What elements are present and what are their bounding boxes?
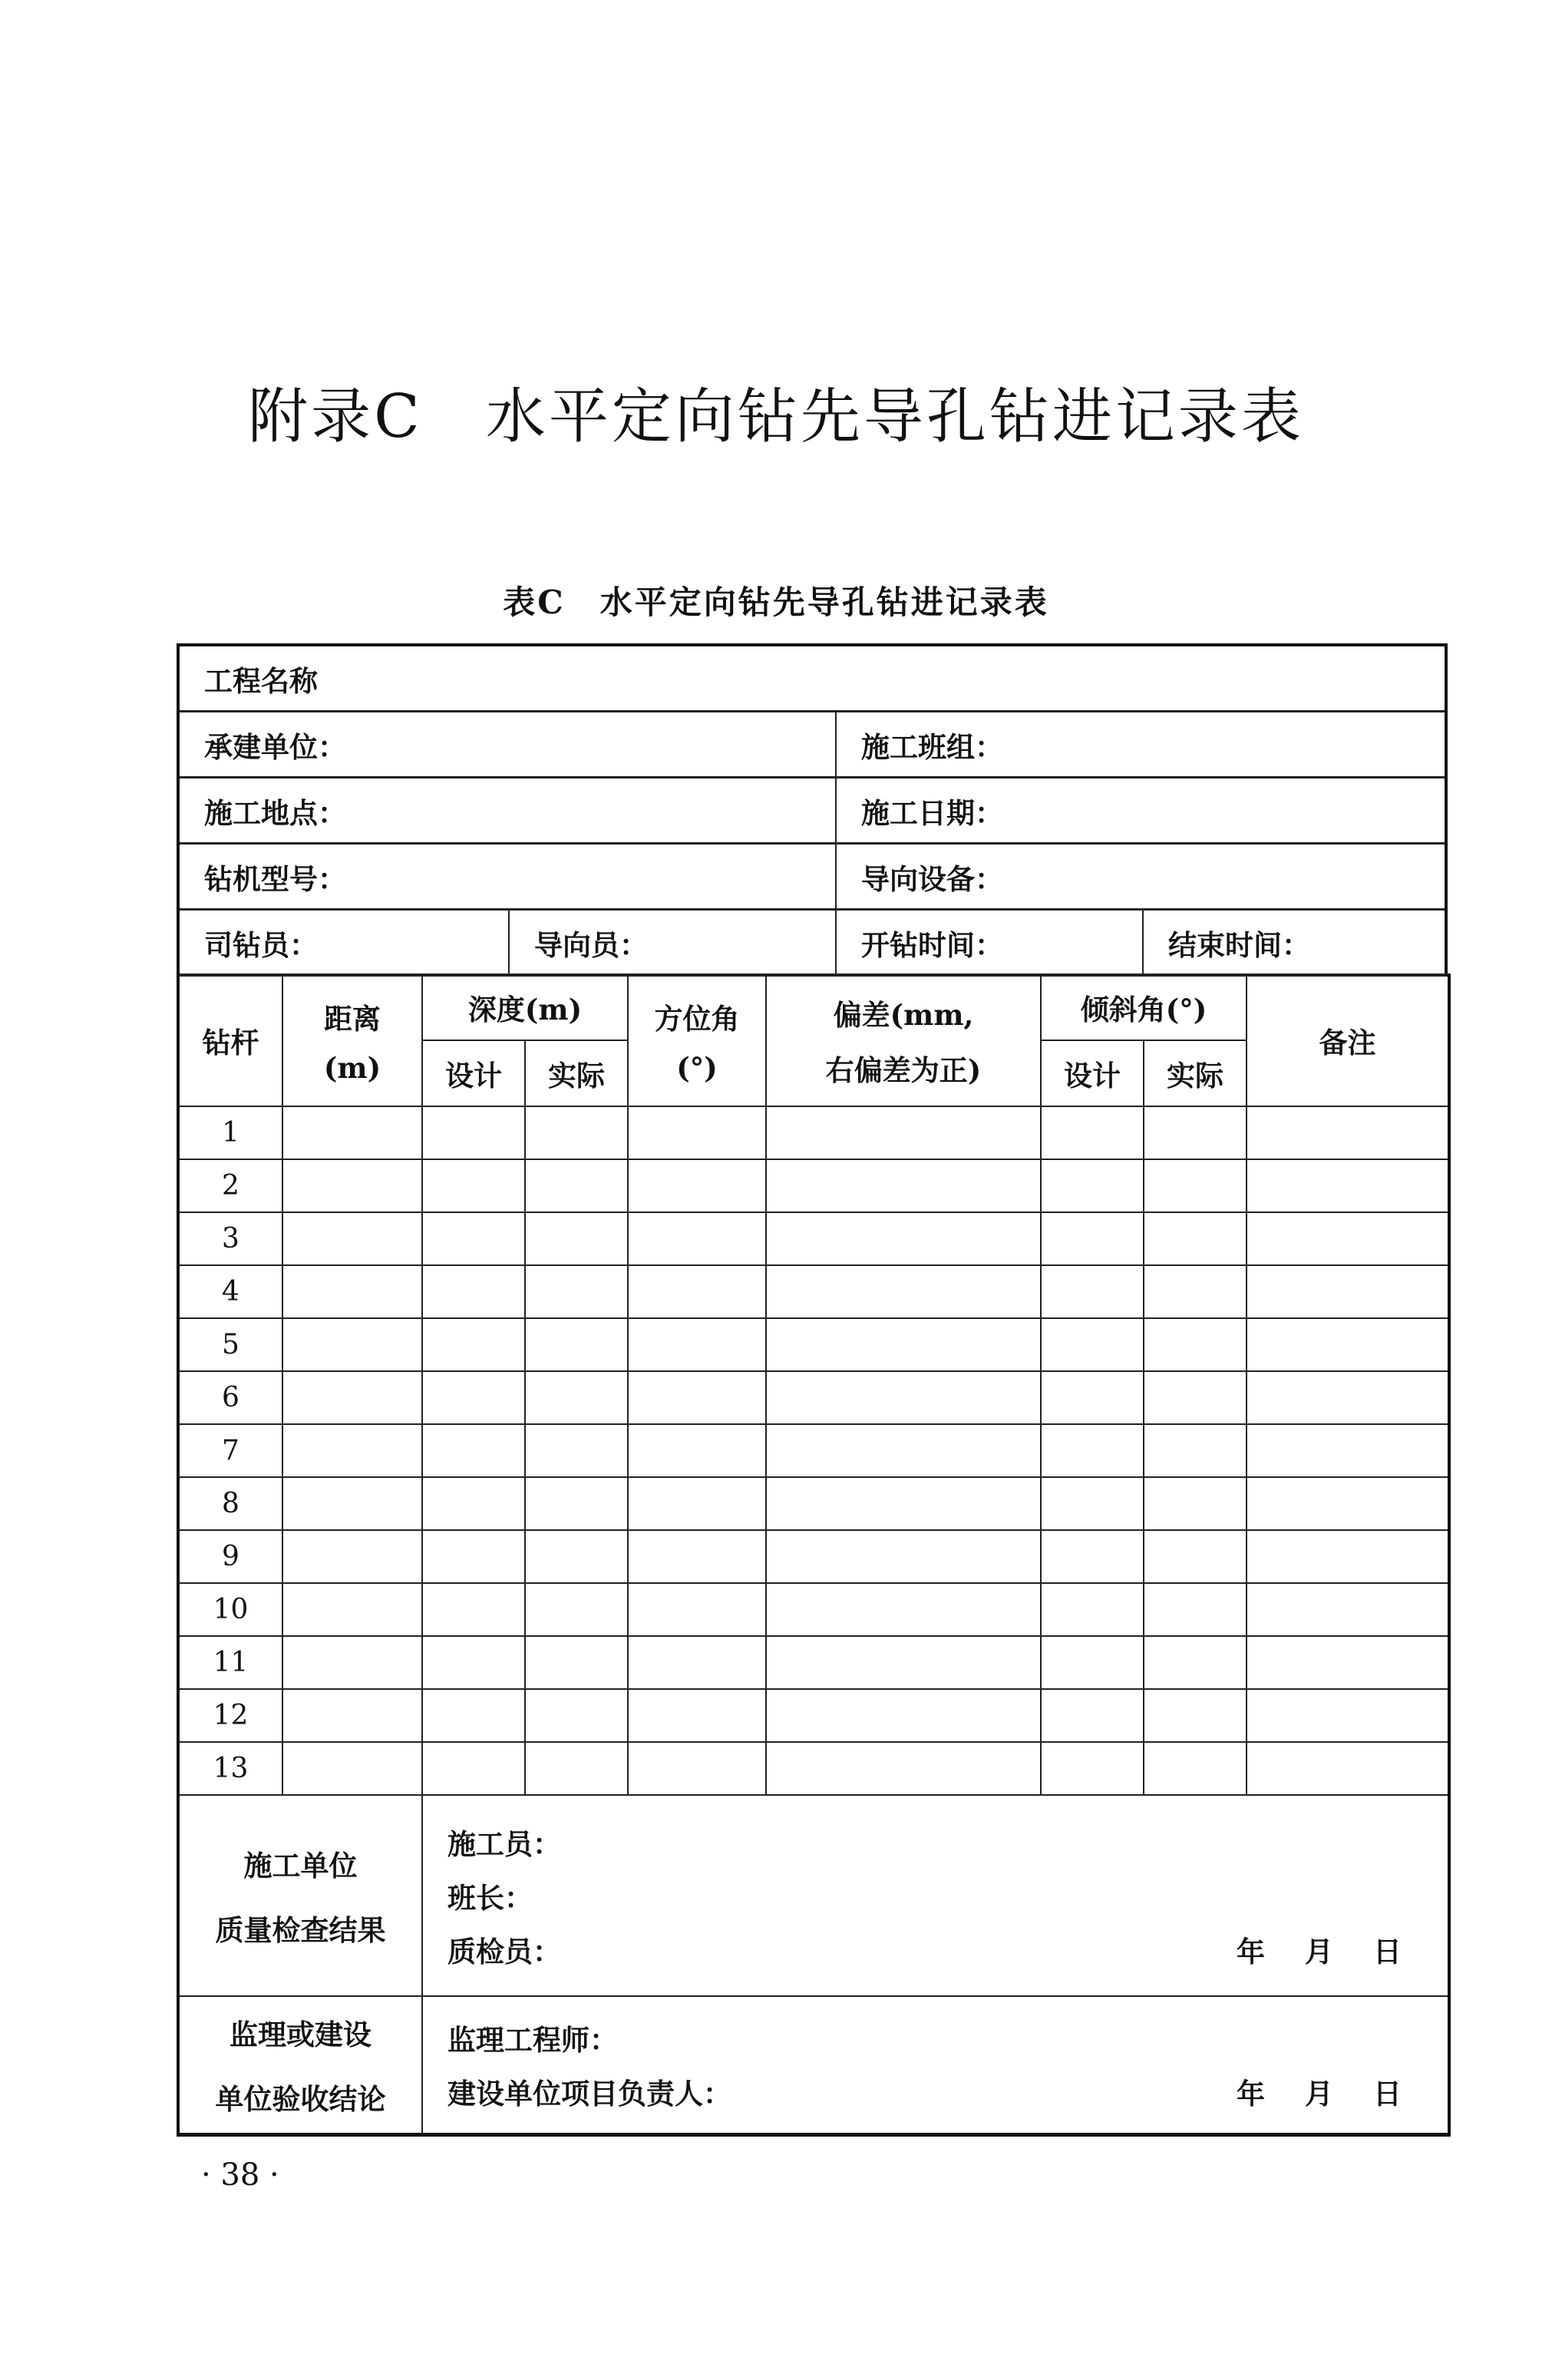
table-cell[interactable]	[1041, 1742, 1144, 1795]
table-cell[interactable]	[1144, 1106, 1247, 1159]
table-cell[interactable]	[628, 1742, 766, 1795]
table-row	[178, 1424, 1449, 1477]
table-row	[178, 1159, 1449, 1212]
table-cell[interactable]	[525, 1106, 628, 1159]
table-cell[interactable]	[1144, 1477, 1247, 1530]
table-cell[interactable]	[1041, 1371, 1144, 1424]
deviation-note: 右偏差为正)	[825, 1053, 982, 1087]
contractor-label-line2: 质量检查结果	[215, 1913, 386, 1947]
table-cell[interactable]	[1041, 1530, 1144, 1583]
supervisor-label-line2: 单位验收结论	[215, 2082, 386, 2117]
table-cell[interactable]	[1144, 1424, 1247, 1477]
table-cell[interactable]	[282, 1371, 422, 1424]
table-cell[interactable]	[525, 1636, 628, 1689]
table-cell[interactable]	[525, 1477, 628, 1530]
table-cell[interactable]	[628, 1318, 766, 1371]
table-cell[interactable]	[422, 1371, 525, 1424]
table-cell[interactable]	[1041, 1318, 1144, 1371]
contractor-inspection-label	[178, 1795, 422, 1996]
table-cell[interactable]	[422, 1742, 525, 1795]
table-cell[interactable]	[282, 1424, 422, 1477]
owner-manager-field[interactable]: 建设单位项目负责人：	[447, 2077, 731, 2111]
table-row	[178, 1265, 1449, 1318]
supervisor-label-line1: 监理或建设	[229, 2018, 371, 2052]
table-cell[interactable]	[1247, 1106, 1449, 1159]
table-cell[interactable]	[282, 1636, 422, 1689]
table-cell[interactable]	[1041, 1106, 1144, 1159]
rod-number: 11	[178, 1636, 282, 1689]
rod-number: 6	[178, 1371, 282, 1424]
guide-operator-field[interactable]: 导向员：	[510, 911, 837, 974]
table-cell[interactable]	[282, 1530, 422, 1583]
site-row	[180, 778, 1445, 845]
table-cell[interactable]	[282, 1106, 422, 1159]
table-cell[interactable]	[628, 1583, 766, 1636]
table-cell[interactable]	[525, 1265, 628, 1318]
rod-number: 13	[178, 1742, 282, 1795]
table-cell[interactable]	[525, 1318, 628, 1371]
foreman-line	[423, 1869, 1448, 1922]
table-cell[interactable]	[1144, 1371, 1247, 1424]
table-cell[interactable]	[1247, 1742, 1449, 1795]
table-cell[interactable]	[1041, 1477, 1144, 1530]
table-cell[interactable]	[766, 1636, 1041, 1689]
table-cell[interactable]	[1041, 1265, 1144, 1318]
distance-unit: (m)	[323, 1051, 381, 1085]
col-azimuth	[628, 974, 766, 1106]
personnel-row	[180, 911, 1445, 977]
table-cell[interactable]	[422, 1424, 525, 1477]
supervisor-signatures	[422, 1996, 1449, 2134]
table-cell[interactable]	[1144, 1742, 1247, 1795]
table-cell[interactable]	[766, 1689, 1041, 1742]
rod-number: 7	[178, 1424, 282, 1477]
rod-number: 10	[178, 1583, 282, 1636]
table-cell[interactable]	[1041, 1212, 1144, 1265]
azimuth-label: 方位角	[654, 1002, 740, 1036]
project-name-field[interactable]: 工程名称	[204, 663, 318, 698]
table-cell[interactable]	[282, 1742, 422, 1795]
table-cell[interactable]	[525, 1689, 628, 1742]
table-cell[interactable]	[628, 1636, 766, 1689]
table-cell[interactable]	[422, 1689, 525, 1742]
table-cell[interactable]	[282, 1583, 422, 1636]
table-row	[178, 1689, 1449, 1742]
col-inclination-actual: 实际	[1144, 1040, 1247, 1106]
start-time-field[interactable]: 开钻时间：	[837, 911, 1144, 974]
year-label: 年	[1237, 1935, 1266, 1968]
column-header-row	[178, 974, 1449, 1040]
table-row	[178, 1318, 1449, 1371]
table-cell[interactable]	[1144, 1212, 1247, 1265]
rig-row	[180, 845, 1445, 911]
table-cell[interactable]	[525, 1583, 628, 1636]
table-cell[interactable]	[422, 1636, 525, 1689]
rod-number: 4	[178, 1265, 282, 1318]
end-time-field[interactable]: 结束时间：	[1168, 927, 1310, 962]
col-distance	[282, 974, 422, 1106]
table-cell[interactable]	[1144, 1636, 1247, 1689]
table-cell[interactable]	[1247, 1689, 1449, 1742]
table-cell[interactable]	[1247, 1159, 1449, 1212]
date-field[interactable]: 施工日期：	[861, 795, 1003, 830]
table-row	[178, 1583, 1449, 1636]
col-depth: 深度(m)	[422, 974, 628, 1040]
rod-number: 8	[178, 1477, 282, 1530]
azimuth-unit: (°)	[676, 1051, 718, 1085]
col-inclination: 倾斜角(°)	[1041, 974, 1247, 1040]
table-cell[interactable]	[525, 1424, 628, 1477]
month-label: 月	[1305, 2077, 1334, 2111]
table-cell[interactable]	[1041, 1424, 1144, 1477]
site-field[interactable]: 施工地点：	[180, 778, 837, 842]
table-cell[interactable]	[766, 1424, 1041, 1477]
table-cell[interactable]	[282, 1318, 422, 1371]
col-inclination-design: 设计	[1041, 1040, 1144, 1106]
table-row	[178, 1742, 1449, 1795]
table-cell[interactable]	[628, 1371, 766, 1424]
table-cell[interactable]	[766, 1106, 1041, 1159]
worker-field[interactable]: 施工员：	[447, 1827, 561, 1861]
contractor-inspection-row	[178, 1795, 1449, 1996]
table-cell[interactable]	[422, 1265, 525, 1318]
rod-number: 2	[178, 1159, 282, 1212]
acceptance-date[interactable]	[1197, 2071, 1402, 2112]
day-label: 日	[1373, 2077, 1402, 2111]
table-cell[interactable]	[1144, 1530, 1247, 1583]
driller-field[interactable]: 司钻员：	[180, 911, 510, 974]
table-cell[interactable]	[766, 1742, 1041, 1795]
col-depth-actual: 实际	[525, 1040, 628, 1106]
table-cell[interactable]	[1247, 1265, 1449, 1318]
inspection-date[interactable]	[1197, 1929, 1402, 1970]
worker-line	[423, 1815, 1448, 1869]
year-label: 年	[1237, 2077, 1266, 2111]
col-remarks: 备注	[1247, 974, 1449, 1106]
rig-model-field[interactable]: 钻机型号：	[180, 845, 837, 908]
table-cell[interactable]	[1144, 1689, 1247, 1742]
table-cell[interactable]	[628, 1530, 766, 1583]
table-cell[interactable]	[1247, 1477, 1449, 1530]
col-rod: 钻杆	[178, 974, 282, 1106]
table-row	[178, 1106, 1449, 1159]
table-cell[interactable]	[628, 1424, 766, 1477]
page-number: · 38 ·	[201, 2157, 279, 2193]
table-cell[interactable]	[282, 1265, 422, 1318]
project-name-row	[180, 646, 1445, 712]
table-cell[interactable]	[766, 1371, 1041, 1424]
rod-number: 9	[178, 1530, 282, 1583]
table-cell[interactable]	[766, 1212, 1041, 1265]
table-cell[interactable]	[628, 1159, 766, 1212]
table-cell[interactable]	[422, 1477, 525, 1530]
table-cell[interactable]	[525, 1371, 628, 1424]
deviation-label: 偏差(mm,	[833, 998, 974, 1032]
table-cell[interactable]	[525, 1742, 628, 1795]
table-cell[interactable]	[766, 1265, 1041, 1318]
contractor-row	[180, 712, 1445, 778]
table-cell[interactable]	[628, 1689, 766, 1742]
table-cell[interactable]	[1144, 1159, 1247, 1212]
contractor-label-line1: 施工单位	[243, 1849, 358, 1883]
table-cell[interactable]	[1041, 1689, 1144, 1742]
table-cell[interactable]	[766, 1159, 1041, 1212]
table-cell[interactable]	[422, 1212, 525, 1265]
table-cell[interactable]	[1041, 1159, 1144, 1212]
table-cell[interactable]	[1041, 1583, 1144, 1636]
contractor-signatures	[422, 1795, 1449, 1996]
table-cell[interactable]	[1247, 1212, 1449, 1265]
guidance-equipment-field[interactable]: 导向设备：	[861, 861, 1003, 896]
table-cell[interactable]	[1144, 1265, 1247, 1318]
distance-label: 距离	[324, 1002, 381, 1036]
rod-number: 1	[178, 1106, 282, 1159]
rod-number: 12	[178, 1689, 282, 1742]
supervisor-acceptance-row	[178, 1996, 1449, 2134]
inspector-line	[423, 1922, 1448, 1976]
table-cell[interactable]	[422, 1106, 525, 1159]
rod-number: 3	[178, 1212, 282, 1265]
foreman-field[interactable]: 班长：	[447, 1881, 533, 1915]
table-cell[interactable]	[628, 1265, 766, 1318]
table-row	[178, 1477, 1449, 1530]
table-cell[interactable]	[1247, 1371, 1449, 1424]
supervisor-acceptance-label	[178, 1996, 422, 2134]
table-cell[interactable]	[422, 1530, 525, 1583]
engineer-line	[423, 2011, 1448, 2064]
table-caption: 表C 水平定向钻先导孔钻进记录表	[503, 583, 1049, 621]
inspector-field[interactable]: 质检员：	[447, 1935, 561, 1968]
table-row	[178, 1636, 1449, 1689]
table-row	[178, 1371, 1449, 1424]
day-label: 日	[1373, 1935, 1402, 1968]
table-cell[interactable]	[422, 1159, 525, 1212]
table-cell[interactable]	[1247, 1636, 1449, 1689]
appendix-title: 附录C 水平定向钻先导孔钻进记录表	[248, 382, 1304, 451]
table-cell[interactable]	[282, 1689, 422, 1742]
month-label: 月	[1305, 1935, 1334, 1968]
table-cell[interactable]	[628, 1477, 766, 1530]
table-row	[178, 1212, 1449, 1265]
table-cell[interactable]	[766, 1583, 1041, 1636]
table-cell[interactable]	[422, 1318, 525, 1371]
table-cell[interactable]	[628, 1212, 766, 1265]
supervising-engineer-field[interactable]: 监理工程师：	[447, 2023, 618, 2058]
table-row	[178, 1530, 1449, 1583]
table-cell[interactable]	[1247, 1530, 1449, 1583]
table-cell[interactable]	[1247, 1318, 1449, 1371]
table-cell[interactable]	[282, 1159, 422, 1212]
contractor-field[interactable]: 承建单位：	[180, 712, 837, 776]
table-cell[interactable]	[766, 1530, 1041, 1583]
table-cell[interactable]	[282, 1477, 422, 1530]
table-cell[interactable]	[766, 1318, 1041, 1371]
drilling-record-table	[177, 973, 1451, 2137]
rod-number: 5	[178, 1318, 282, 1371]
table-cell[interactable]	[766, 1477, 1041, 1530]
col-depth-design: 设计	[422, 1040, 525, 1106]
header-fields	[177, 643, 1448, 977]
owner-line	[423, 2064, 1448, 2118]
table-cell[interactable]	[282, 1212, 422, 1265]
col-deviation	[766, 974, 1041, 1106]
table-cell[interactable]	[525, 1159, 628, 1212]
table-cell[interactable]	[1144, 1318, 1247, 1371]
table-cell[interactable]	[1247, 1424, 1449, 1477]
table-cell[interactable]	[525, 1212, 628, 1265]
table-cell[interactable]	[422, 1583, 525, 1636]
table-cell[interactable]	[1041, 1636, 1144, 1689]
table-cell[interactable]	[1247, 1583, 1449, 1636]
table-cell[interactable]	[525, 1530, 628, 1583]
table-cell[interactable]	[1144, 1583, 1247, 1636]
table-cell[interactable]	[628, 1106, 766, 1159]
crew-field[interactable]: 施工班组：	[861, 729, 1003, 764]
